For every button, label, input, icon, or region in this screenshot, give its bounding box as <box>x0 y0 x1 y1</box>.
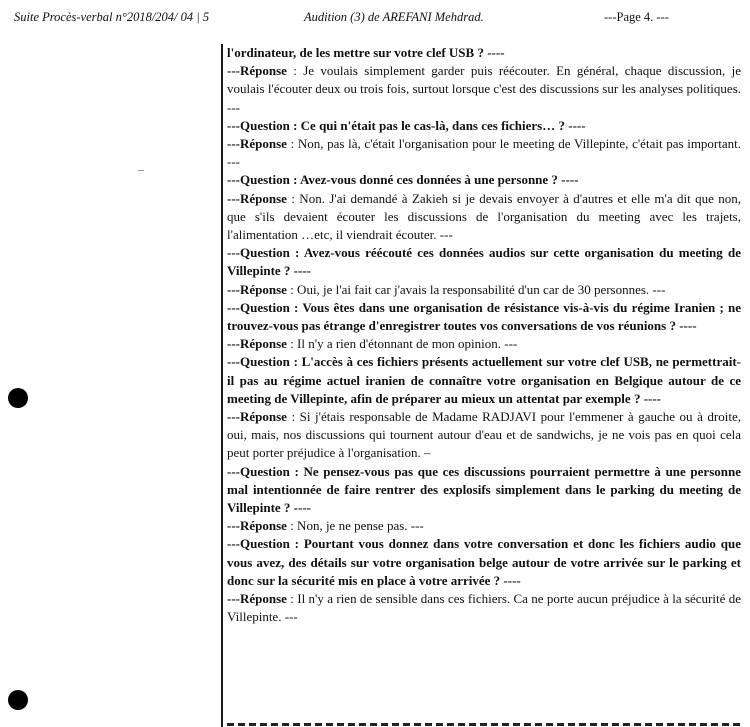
answer-paragraph: ---Réponse : Il n'y a rien d'étonnant de mon opinion. --- <box>227 336 518 352</box>
answer-paragraph: ---Réponse : Il n'y a rien de sensible dans ces fichiers. Ca ne porte aucun préjudice à la sécurité de Villepinte. --- <box>227 591 741 625</box>
answer-paragraph: ---Réponse : Non. J'ai demandé à Zakieh si je devais envoyer à d'autres et elle m'a dit que non, que s'ils devaient écouter les discussions de l'organisation du meeting avec les trajets, l'alimentation …etc, il viendrait écouter. --- <box>227 190 741 243</box>
answer-paragraph: ---Réponse : Si j'étais responsable de Madame RADJAVI pour l'emmener à gauche ou à droite, oui, mais, nos discussions qui tournent autour d'eau et de sandwichs, je ne vois pas en quoi cela peut porter préjudice à l'organisation. – <box>227 409 741 461</box>
answer-paragraph: ---Réponse : Non, je ne pense pas. --- <box>227 518 424 534</box>
answer-paragraph: ---Réponse : Oui, je l'ai fait car j'avais la responsabilité d'un car de 30 personnes. --- <box>227 281 666 297</box>
question-line: l'ordinateur, de les mettre sur votre clef USB ? ---- <box>227 45 505 60</box>
question-paragraph: ---Question : Ne pensez-vous pas que ces discussions pourraient permettre à une personne mal intentionnée de faire rentrer des explosifs simplement dans le parking du meeting de Villepinte ? ---- <box>227 463 741 516</box>
question-paragraph: ---Question : L'accès à ces fichiers présents actuellement sur votre clef USB, ne permettrait-il pas au régime actuel iranien de connaître votre organisation en Belgique autour de ce meeting de Villepinte, afin de préparer au mieux un attentat par exemple ? ---- <box>227 354 741 406</box>
margin-rule <box>221 44 223 727</box>
answer-paragraph: ---Réponse : Non, pas là, c'était l'organisation pour le meeting de Villepinte, c'était pas important. --- <box>227 136 741 170</box>
punch-hole <box>8 690 28 710</box>
hearing-title: Audition (3) de AREFANI Mehdrad. <box>304 10 484 24</box>
question-paragraph: ---Question : Avez-vous réécouté ces données audios sur cette organisation du meeting de Villepinte ? ---- <box>227 245 741 279</box>
record-reference: Suite Procès-verbal n°2018/204/ 04 | 5 <box>14 10 210 24</box>
punch-hole <box>8 388 28 408</box>
page-number: ---Page 4. --- <box>604 10 669 24</box>
question-paragraph: ---Question : Ce qui n'était pas le cas-là, dans ces fichiers… ? ---- <box>227 117 586 133</box>
answer-paragraph: ---Réponse : Je voulais simplement garder puis réécouter. En général, chaque discussion, je voulais l'écouter deux ou trois fois, surtout lorsque c'est des discussions sur les analyses politiques. --- <box>227 63 741 115</box>
cut-off-next-line <box>227 720 741 727</box>
question-paragraph: ---Question : Vous êtes dans une organisation de résistance vis-à-vis du régime Iranien ; ne trouvez-vous pas étrange d'enregistrer toutes vos conversations de vos réunions ? ---- <box>227 299 741 334</box>
question-paragraph: ---Question : Avez-vous donné ces données à une personne ? ---- <box>227 172 579 188</box>
transcript-body <box>227 44 741 627</box>
question-paragraph: ---Question : Pourtant vous donnez dans votre conversation et donc les fichiers audio que vous avez, des détails sur votre organisation belge autour de votre arrivée sur le parking et donc sur la sécurité mis en place à votre arrivée ? ---- <box>227 536 741 588</box>
scan-speck <box>138 170 144 171</box>
